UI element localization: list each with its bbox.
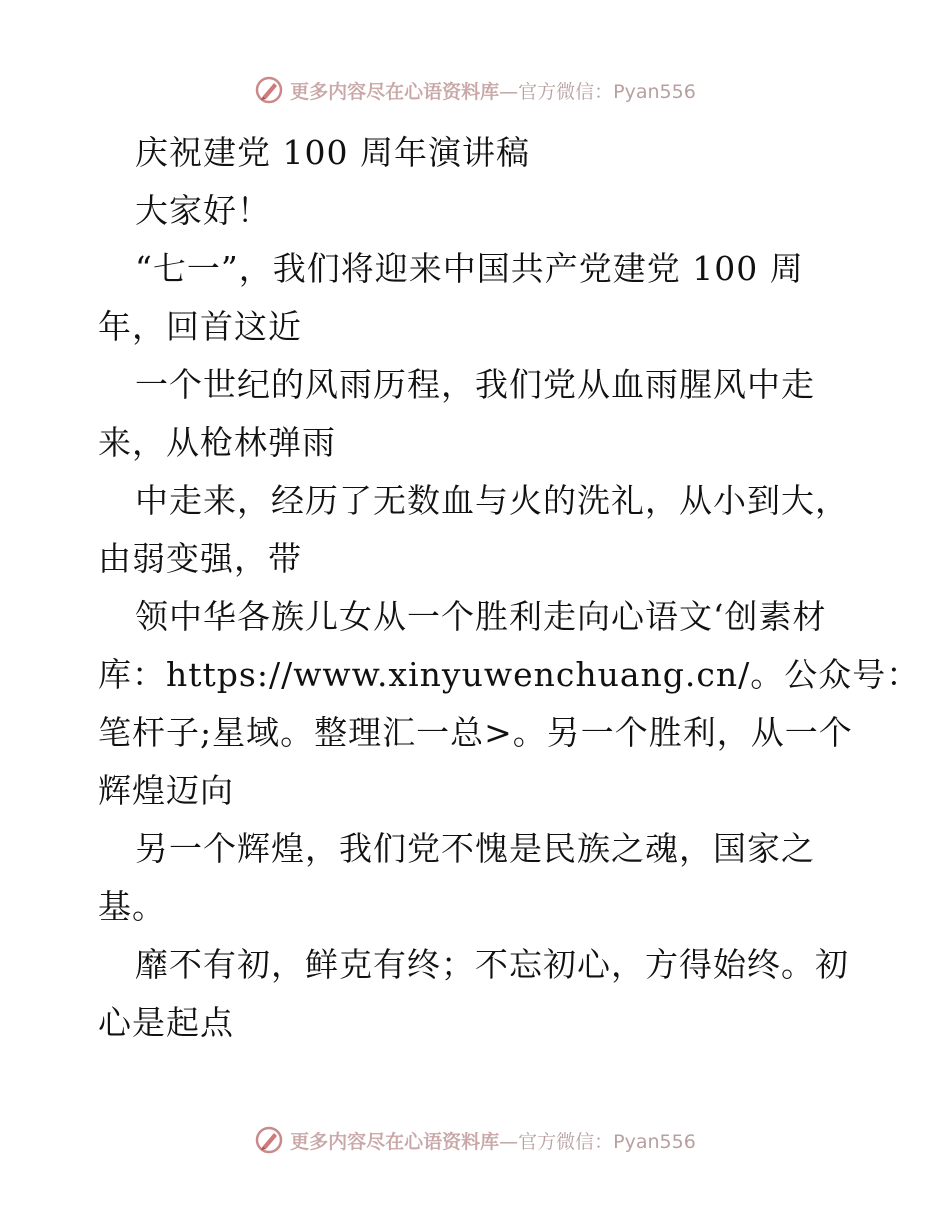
doc-line: 基。 bbox=[98, 887, 166, 926]
pen-logo-icon bbox=[254, 75, 284, 105]
doc-line: 庆祝建党 100 周年演讲稿 bbox=[135, 133, 530, 172]
doc-line: 另一个辉煌，我们党不愧是民族之魂，国家之 bbox=[135, 829, 815, 868]
doc-line: “七一”，我们将迎来中国共产党建党 100 周 bbox=[135, 249, 804, 288]
header-watermark bbox=[0, 72, 950, 108]
document-body bbox=[98, 124, 921, 1052]
doc-line: 大家好！ bbox=[135, 191, 271, 230]
footer-watermark-text: 更多内容尽在心语资料库—官方微信：Pyan556 bbox=[290, 1130, 696, 1153]
footer-watermark bbox=[0, 1122, 950, 1158]
doc-line: 年，回首这近 bbox=[98, 307, 302, 346]
doc-line: 来，从枪林弹雨 bbox=[98, 423, 336, 462]
doc-line: 笔杆子;星域。整理汇一总>。另一个胜利，从一个 bbox=[98, 713, 853, 752]
doc-line: 领中华各族儿女从一个胜利走向心语文‘创素材 bbox=[135, 597, 827, 636]
doc-line: 中走来，经历了无数血与火的洗礼，从小到大， bbox=[135, 481, 849, 520]
doc-line: 一个世纪的风雨历程，我们党从血雨腥风中走 bbox=[135, 365, 815, 404]
doc-line: 靡不有初，鲜克有终；不忘初心，方得始终。初 bbox=[135, 945, 849, 984]
header-watermark-text: 更多内容尽在心语资料库—官方微信：Pyan556 bbox=[290, 80, 696, 103]
doc-line: 辉煌迈向 bbox=[98, 771, 234, 810]
doc-line: 库：https://www.xinyuwenchuang.cn/。公众号： bbox=[98, 655, 921, 694]
doc-line: 心是起点 bbox=[98, 1003, 234, 1042]
pen-logo-icon bbox=[254, 1125, 284, 1155]
doc-line: 由弱变强，带 bbox=[98, 539, 302, 578]
